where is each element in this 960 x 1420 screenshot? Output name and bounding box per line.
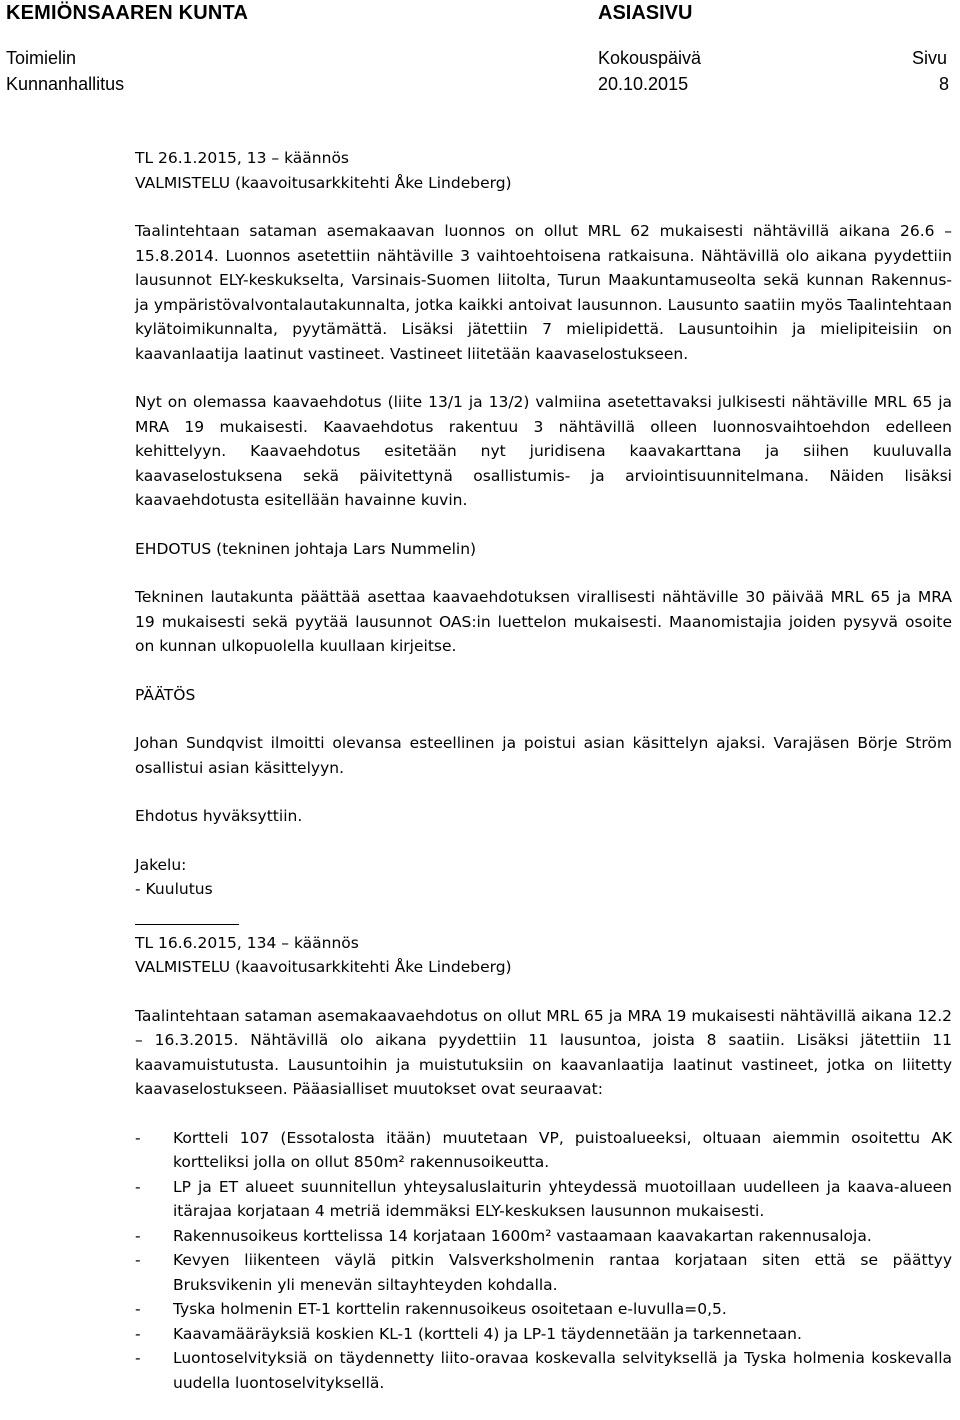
paragraph: Taalintehtaan sataman asemakaavaehdotus on ollut MRL 65 ja MRA 19 mukaisesti nähtävillä aikana 12.2 – 16.3.2015. Nähtävillä olo aikana pyydettiin 11 lausuntoa, joista 8 saatiin. Lisäksi jätettiin 11 kaavamuistutusta. Lausuntoihin ja muistutuksiin on kaavanlaatija laatinut vastineet, jotka on liitetty kaavaselostukseen. Pääasialliset muutokset ovat seuraavat: xyxy=(135,1006,952,1098)
preparation-heading: VALMISTELU (kaavoitusarkkitehti Åke Lindeberg) xyxy=(135,958,512,976)
paragraph: Johan Sundqvist ilmoitti olevansa esteellinen ja poistui asian käsittelyn ajaksi. Varajäsen Börje Ström osallistui asian käsittelyyn. xyxy=(135,734,952,777)
reference-line: TL 26.1.2015, 13 – käännös xyxy=(135,149,350,167)
document-type: ASIASIVU xyxy=(598,2,693,24)
reference-line: TL 16.6.2015, 134 – käännös xyxy=(135,933,359,952)
paragraph: Nyt on olemassa kaavaehdotus (liite 13/1 ja 13/2) valmiina asetettavaksi julkisesti nähtäville MRL 65 ja MRA 19 mukaisesti. Kaavaehdotus rakentuu 3 nähtävillä olleen luonnosvaihtoehdon edelleen kehittelyyn. Kaavaehdotus esitetään nyt juridisena kaavakarttana ja siihen kuuluvalla kaavaselostuksena sekä päivitettynä osallistumis- ja arviointisuunnitelmana. Näiden lisäksi kaavaehdotusta esitellään havainne kuvin. xyxy=(135,393,952,509)
page-label: Sivu xyxy=(912,48,948,68)
list-item: - Kaavamääräyksiä koskien KL-1 (kortteli 4) ja LP-1 täydennetään ja tarkennetaan. xyxy=(135,1324,802,1343)
page-number: 8 xyxy=(939,74,950,94)
decision-heading: PÄÄTÖS xyxy=(135,685,196,704)
distribution-label: Jakelu: xyxy=(135,855,187,874)
paragraph: Taalintehtaan sataman asemakaavan luonnos on ollut MRL 62 mukaisesti nähtävillä aikana 26.6 – 15.8.2014. Luonnos asetettiin nähtäville 3 vaihtoehtoisena ratkaisuna. Nähtävillä olo aikana pyydettiin lausunnot ELY-keskukselta, Varsinais-Suomen liitolta, Turun Maakuntamuseolta sekä kunnan Rakennus- ja ympäristövalvontalautakunnalta, jotka kaikki antoivat lausunnon. Lausunto saatiin myös Taalintehtaan kylätoimikunnalta, pyytämättä. Lisäksi jätettiin 7 mielipidettä. Lausuntoihin ja mielipiteisiin on kaavanlaatija laatinut vastineet. Vastineet liitetään kaavaselostukseen. xyxy=(135,222,952,363)
decision-result: Ehdotus hyväksyttiin. xyxy=(135,807,303,825)
proposal-heading: EHDOTUS (tekninen johtaja Lars Nummelin) xyxy=(135,539,477,558)
organ-label: Toimielin xyxy=(6,48,77,68)
list-item: - Rakennusoikeus korttelissa 14 korjataan 1600m² vastaamaan kaavakartan rakennusaloja. xyxy=(135,1226,872,1245)
organization-name: KEMIÖNSAAREN KUNTA xyxy=(6,2,249,24)
document-body xyxy=(135,146,952,1395)
preparation-heading: VALMISTELU (kaavoitusarkkitehti Åke Lindeberg) xyxy=(135,173,512,192)
list-item: - Luontoselvityksiä on täydennetty liito-oravaa koskevalla selvityksellä ja Tyska holmenia koskevalla uudella luontoselvityksellä. xyxy=(135,1349,952,1392)
separator-rule xyxy=(135,902,239,925)
organ-value: Kunnanhallitus xyxy=(6,74,125,94)
paragraph: Tekninen lautakunta päättää asettaa kaavaehdotuksen virallisesti nähtäville 30 päivää MRL 65 ja MRA 19 mukaisesti sekä pyytää lausunnot OAS:in luettelon mukaisesti. Maanomistajia joiden pysyvä osoite on kunnan ulkopuolella kuullaan kirjeitse. xyxy=(135,588,952,655)
distribution-item: - Kuulutus xyxy=(135,880,213,898)
changes-list xyxy=(135,1126,952,1396)
date-label: Kokouspäivä xyxy=(598,48,702,68)
list-item: - Kortteli 107 (Essotalosta itään) muutetaan VP, puistoalueeksi, oltuaan aiemmin osoitettu AK kortteliksi jolla on ollut 850m² rakennusoikeutta. xyxy=(135,1128,952,1171)
page-header xyxy=(0,0,960,100)
date-value: 20.10.2015 xyxy=(598,74,689,94)
list-item: - Kevyen liikenteen väylä pitkin Valsverksholmenin rantaa korjataan siten että se päättyy Bruksvikenin yli menevän siltayhteyden kohdalla. xyxy=(135,1251,952,1294)
list-item: - LP ja ET alueet suunnitellun yhteysaluslaiturin yhteydessä muotoillaan uudelleen ja kaava-alueen itärajaa korjataan 4 metriä idemmäksi ELY-keskuksen lausunnon mukaisesti. xyxy=(135,1177,952,1220)
list-item: - Tyska holmenin ET-1 korttelin rakennusoikeus osoitetaan e-luvulla=0,5. xyxy=(135,1300,727,1318)
